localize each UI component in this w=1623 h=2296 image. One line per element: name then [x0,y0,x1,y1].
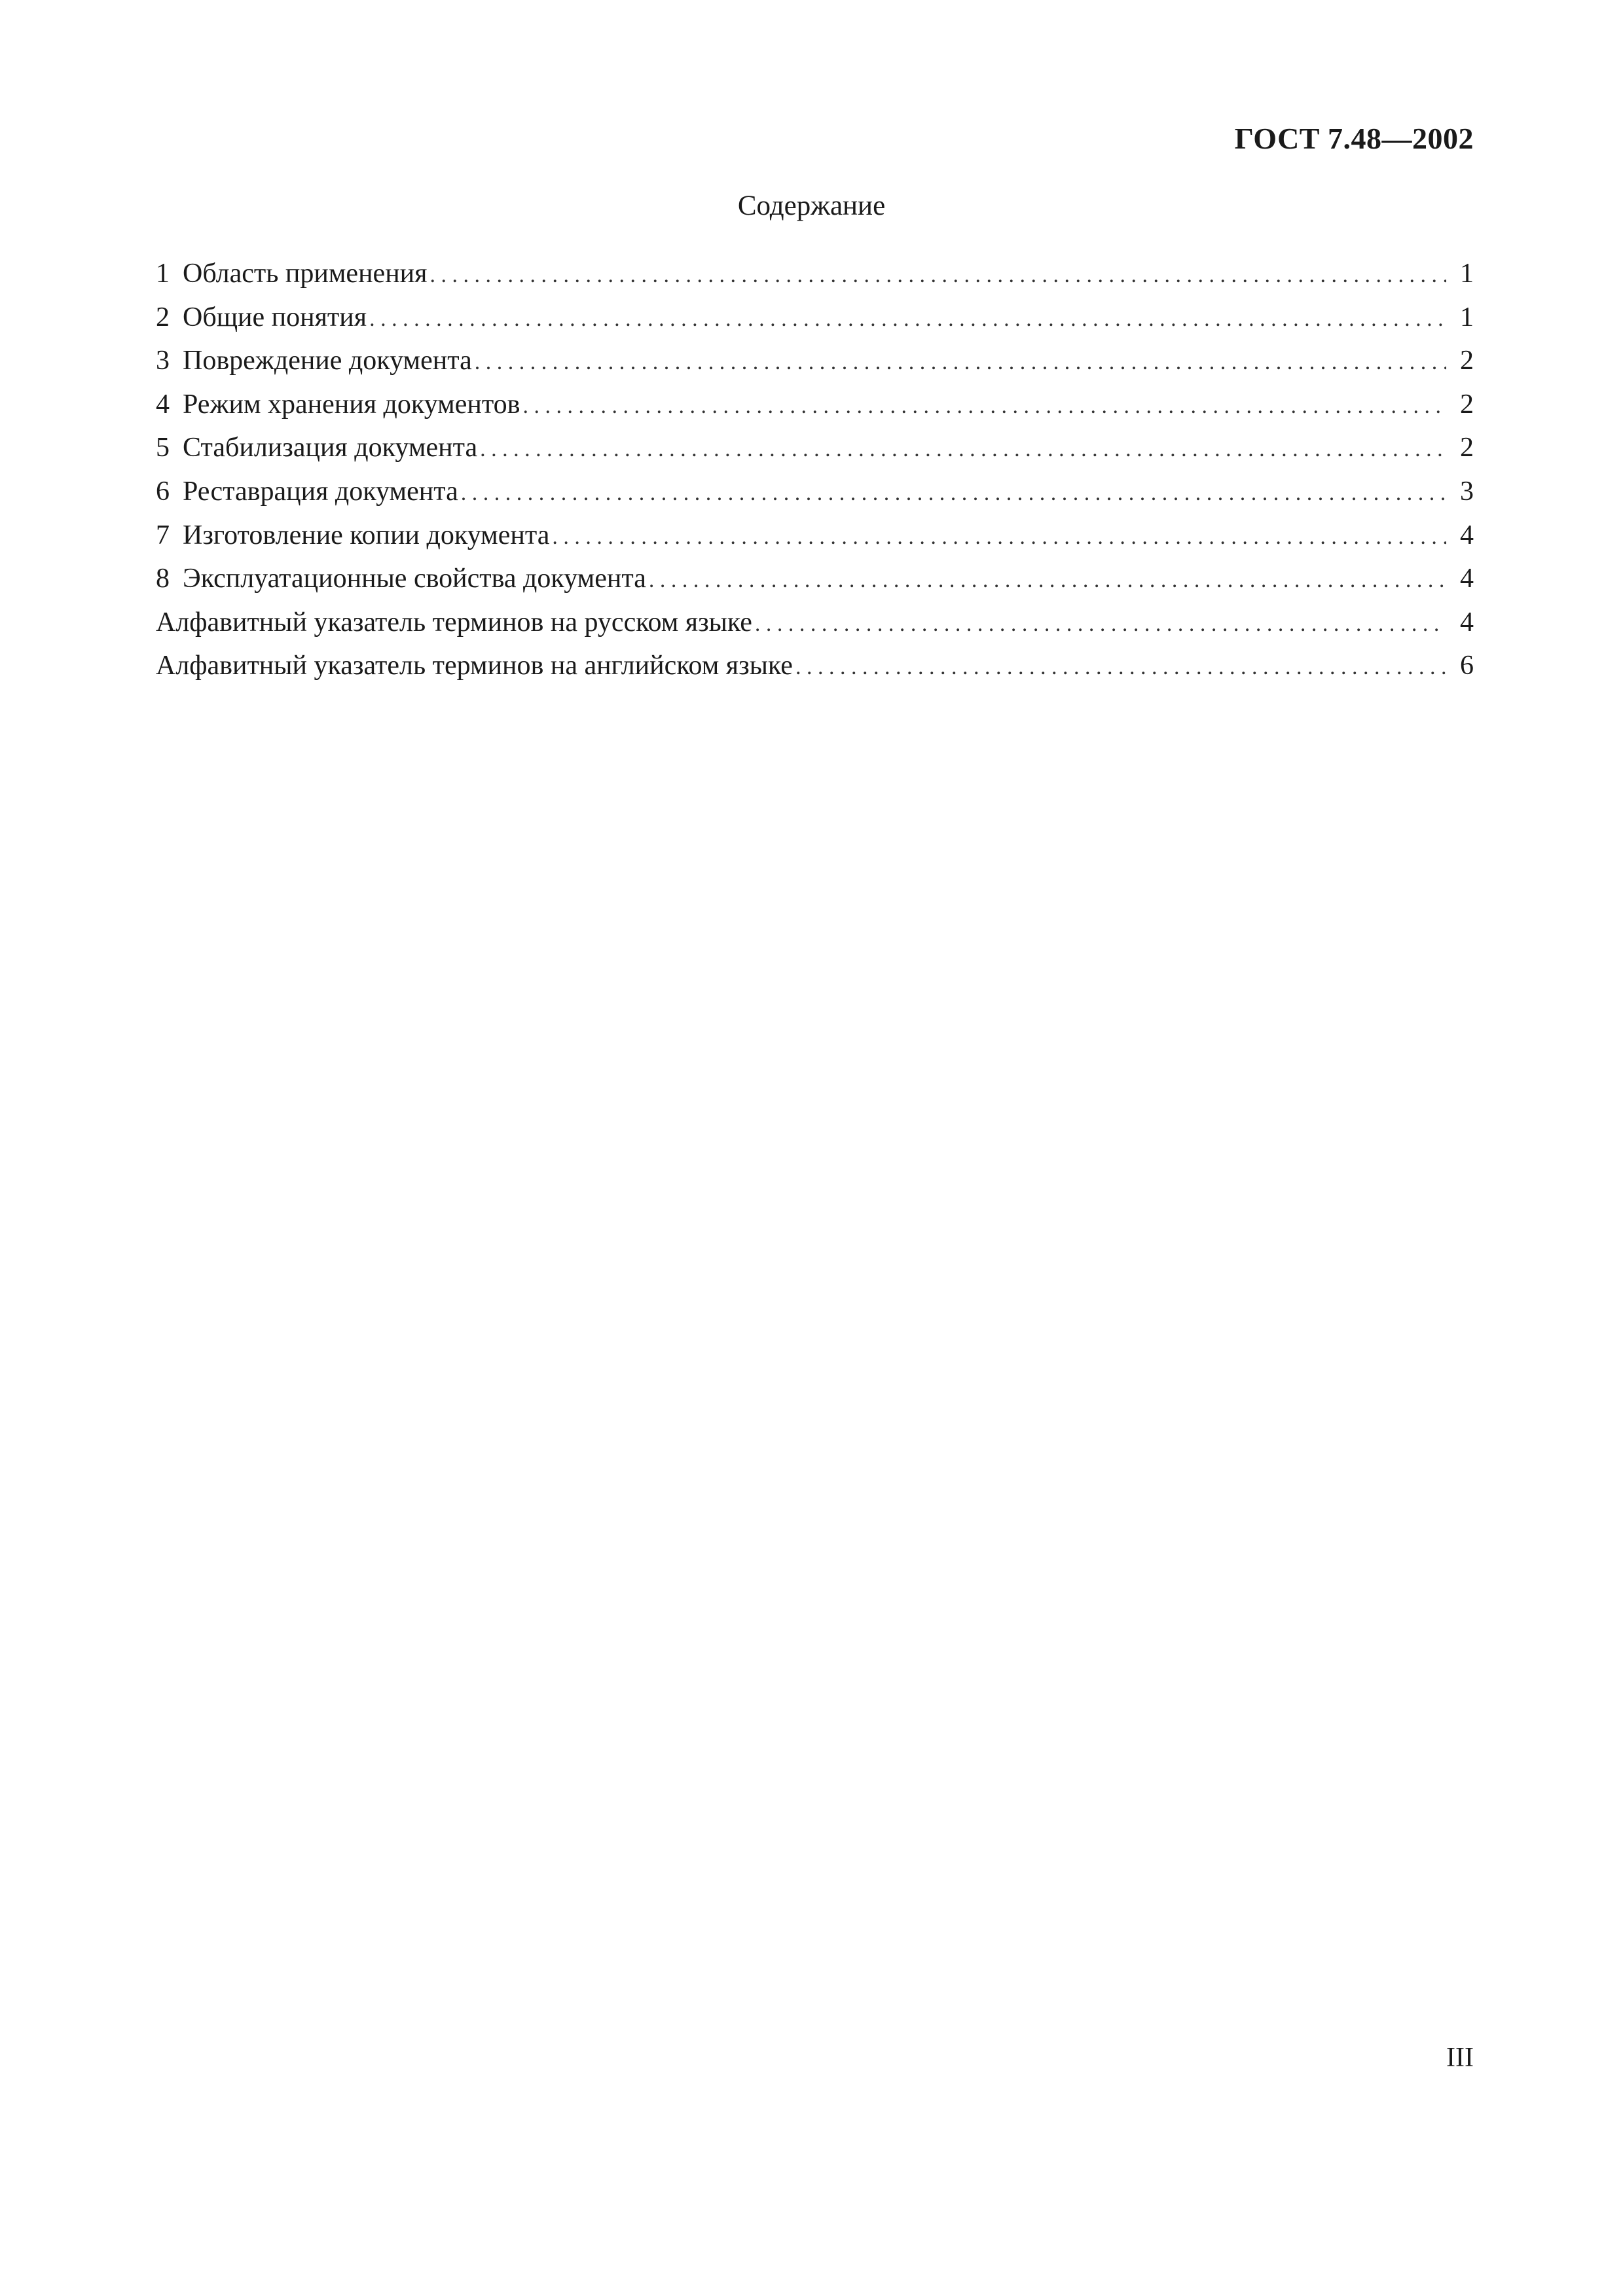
toc-entry-number: 8 [156,564,170,594]
toc-dot-leader [523,385,1446,429]
toc-dot-leader [480,428,1446,472]
toc-dot-leader [649,559,1446,603]
document-code: ГОСТ 7.48—2002 [1234,122,1474,155]
toc-dot-leader [369,298,1446,342]
toc-entry-number: 6 [156,476,170,507]
toc-entry-page: 2 [1460,346,1474,376]
toc-entry-page: 4 [1460,520,1474,550]
toc-entry-label: Стабилизация документа [183,433,478,463]
toc-entry[interactable] [156,339,1474,383]
toc-entry-label: Алфавитный указатель терминов на русском языке [156,607,752,637]
toc-dot-leader [475,341,1446,385]
page-number: III [1446,2043,1474,2073]
table-of-contents [156,252,1474,688]
toc-entry[interactable] [156,296,1474,340]
toc-entry-label: Общие понятия [183,302,367,332]
toc-entry-page: 2 [1460,389,1474,420]
toc-entry-label: Эксплуатационные свойства документа [183,564,646,594]
toc-entry-number: 2 [156,302,170,332]
toc-entry-number: 4 [156,389,170,420]
toc-dot-leader [795,646,1446,690]
toc-entry[interactable] [156,557,1474,601]
toc-dot-leader [755,603,1446,647]
toc-dot-leader [429,254,1446,298]
toc-entry-number: 5 [156,433,170,463]
toc-entry-label: Изготовление копии документа [183,520,550,550]
toc-dot-leader [461,472,1446,516]
toc-entry[interactable] [156,470,1474,514]
toc-entry[interactable] [156,644,1474,688]
toc-entry[interactable] [156,426,1474,470]
toc-dot-leader [552,516,1446,560]
toc-entry-page: 4 [1460,607,1474,637]
toc-title: Содержание [737,190,886,221]
toc-entry[interactable] [156,252,1474,296]
toc-entry-label: Реставрация документа [183,476,458,507]
toc-entry-label: Алфавитный указатель терминов на английском языке [156,651,793,681]
toc-entry-label: Режим хранения документов [183,389,520,420]
toc-entry-page: 2 [1460,433,1474,463]
toc-entry-label: Повреждение документа [183,346,472,376]
toc-entry-page: 1 [1460,302,1474,332]
toc-entry[interactable] [156,601,1474,645]
toc-entry-page: 1 [1460,259,1474,289]
toc-entry-number: 7 [156,520,170,550]
toc-entry-number: 3 [156,346,170,376]
toc-entry-page: 3 [1460,476,1474,507]
toc-entry-label: Область применения [183,259,428,289]
toc-entry-page: 4 [1460,564,1474,594]
toc-entry-page: 6 [1460,651,1474,681]
toc-entry-number: 1 [156,259,170,289]
toc-entry[interactable] [156,383,1474,427]
toc-entry[interactable] [156,514,1474,558]
